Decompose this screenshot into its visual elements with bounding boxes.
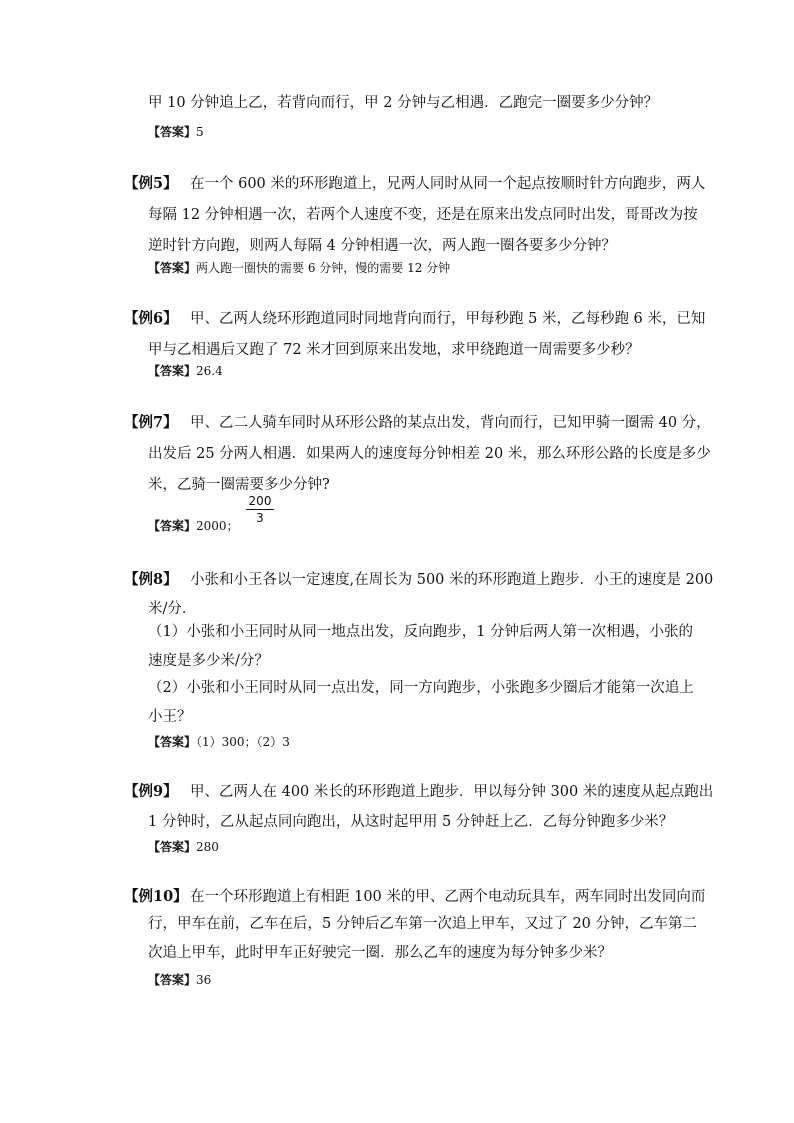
- question-text-line: 在一个环形跑道上有相距 100 米的甲、乙两个电动玩具车，两车同时出发同向而: [190, 889, 706, 905]
- question-text-line: 次追上甲车，此时甲车正好驶完一圈．那么乙车的速度为每分钟多少米？: [148, 945, 612, 961]
- question-text-line: 速度是多少米/分？: [148, 653, 269, 669]
- answer-tag: 【答案】: [148, 364, 197, 378]
- example-label: 【例9】: [124, 783, 178, 800]
- question-text-line: 甲、乙两人在 400 米长的环形跑道上跑步．甲以每分钟 300 米的速度从起点跑出: [190, 784, 714, 800]
- answer-value: 2000；: [196, 519, 239, 533]
- question-text-line: 米，乙骑一圈需要多少分钟?: [148, 477, 330, 493]
- answer-line: [148, 517, 239, 535]
- question-text-line: 逆时针方向跑，则两人每隔 4 分钟相遇一次，两人跑一圈各要多少分钟？: [148, 238, 616, 254]
- answer-value: 5: [196, 125, 204, 139]
- question-text-line: 小张和小王各以一定速度,在周长为 500 米的环形跑道上跑步．小王的速度是 200: [190, 572, 714, 588]
- fraction-numerator: 200: [246, 494, 274, 510]
- question-text-line: 小王？: [148, 709, 192, 725]
- question-text-line: （2）小张和小王同时从同一点出发，同一方向跑步，小张跑多少圈后才能第一次追上: [148, 680, 694, 696]
- example-label: 【例7】: [124, 414, 178, 431]
- question-text-line: 每隔 12 分钟相遇一次，若两个人速度不变，还是在原来出发点同时出发，哥哥改为按: [148, 207, 698, 223]
- answer-value: 26.4: [196, 364, 223, 378]
- answer-tag: 【答案】: [148, 840, 197, 854]
- answer-line: [148, 733, 290, 751]
- answer-line: [148, 259, 450, 277]
- answer-value: 两人跑一圈快的需要 6 分钟，慢的需要 12 分钟: [196, 261, 451, 275]
- answer-value: 36: [196, 973, 212, 987]
- answer-tag: 【答案】: [148, 519, 197, 533]
- question-text-line: 行，甲车在前，乙车在后，5 分钟后乙车第一次追上甲车，又过了 20 分钟，乙车第二: [148, 916, 698, 932]
- answer-value: （1）300；（2）3: [196, 735, 290, 749]
- answer-line: [148, 123, 204, 141]
- answer-line: [148, 362, 223, 380]
- question-text-line: 1 分钟时，乙从起点同向跑出，从这时起甲用 5 分钟赶上乙．乙每分钟跑多少米？: [148, 814, 674, 830]
- question-text-line: 甲、乙二人骑车同时从环形公路的某点出发，背向而行，已知甲骑一圈需 40 分，: [190, 415, 711, 431]
- continued-text-line: 甲 10 分钟追上乙，若背向而行，甲 2 分钟与乙相遇．乙跑完一圈要多少分钟？: [148, 95, 659, 111]
- example-label: 【例5】: [124, 175, 178, 192]
- answer-line: [148, 838, 219, 856]
- question-text-line: 米/分．: [148, 601, 197, 617]
- answer-line: [148, 971, 211, 989]
- answer-tag: 【答案】: [148, 125, 197, 139]
- example-label: 【例10】: [124, 888, 188, 905]
- answer-tag: 【答案】: [148, 261, 197, 275]
- answer-fraction: [246, 494, 274, 525]
- answer-tag: 【答案】: [148, 973, 197, 987]
- example-label: 【例6】: [124, 310, 178, 327]
- answer-value: 280: [196, 840, 219, 854]
- question-text-line: 甲与乙相遇后又跑了 72 米才回到原来出发地，求甲绕跑道一周需要多少秒？: [148, 342, 640, 358]
- question-text-line: 在一个 600 米的环形跑道上，兄两人同时从同一个起点按顺时针方向跑步，两人: [190, 176, 706, 192]
- question-text-line: 甲、乙两人绕环形跑道同时同地背向而行，甲每秒跑 5 米，乙每秒跑 6 米，已知: [190, 311, 706, 327]
- question-text-line: （1）小张和小王同时从同一地点出发，反向跑步，1 分钟后两人第一次相遇，小张的: [148, 624, 694, 640]
- question-text-line: 出发后 25 分两人相遇．如果两人的速度每分钟相差 20 米，那么环形公路的长度是多少: [148, 446, 711, 462]
- answer-tag: 【答案】: [148, 735, 197, 749]
- fraction-denominator: 3: [256, 511, 264, 525]
- example-label: 【例8】: [124, 571, 178, 588]
